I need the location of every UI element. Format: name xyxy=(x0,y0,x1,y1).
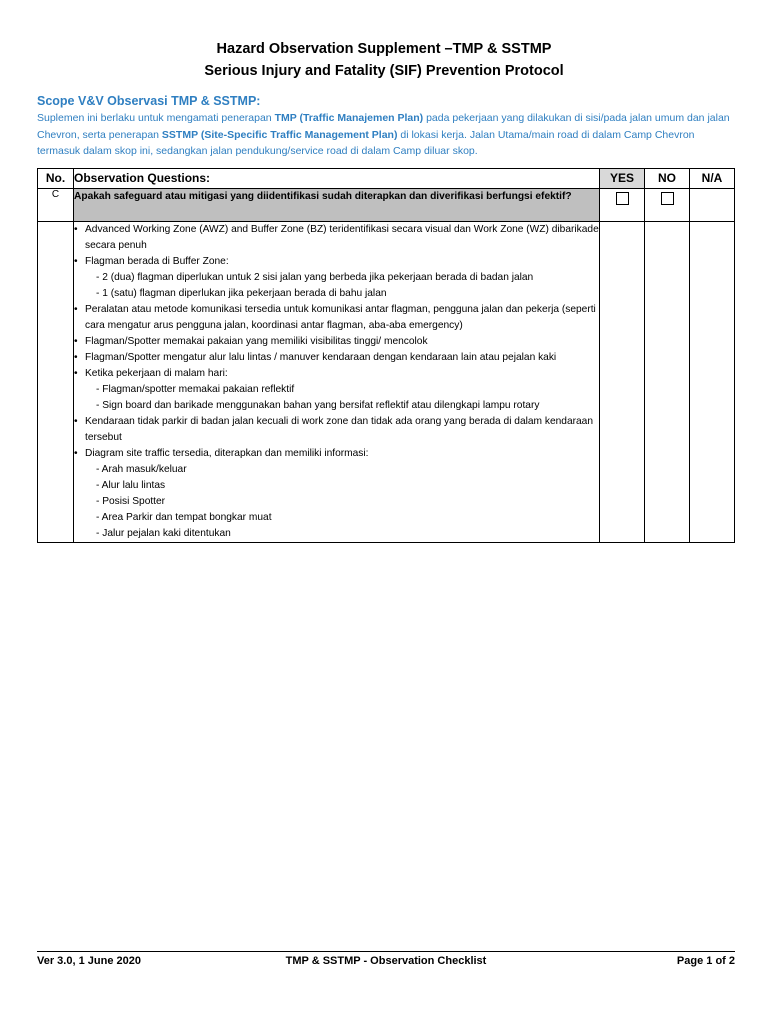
scope-heading: Scope V&V Observasi TMP & SSTMP: xyxy=(37,94,261,108)
scope-tmp-term: TMP (Traffic Manajemen Plan) xyxy=(274,112,424,124)
scope-text-part3: di lokasi kerja. Jalan Utama/main road di dalam Camp Chevron termasuk dalam skop ini, sedangkan jalan pendukung/service road di dalam Camp diluar skop. xyxy=(37,128,695,157)
list-item xyxy=(74,350,599,366)
criteria-list xyxy=(74,222,600,543)
list-item-text: Flagman berada di Buffer Zone: xyxy=(85,256,229,267)
list-item xyxy=(74,254,599,302)
scope-text-part2: pada pekerjaan yang dilakukan di sisi/pada jalan umum dan jalan Chevron, serta penerapan xyxy=(37,112,730,141)
bullet-icon: • xyxy=(74,336,78,347)
sub-item: - 1 (satu) flagman diperlukan jika pekerjaan berada di bahu jalan xyxy=(96,288,387,299)
page-footer xyxy=(37,951,735,972)
list-item xyxy=(74,366,599,414)
footer-page-number: Page 1 of 2 xyxy=(676,955,735,967)
document-subtitle: Serious Injury and Fatality (SIF) Prevention Protocol xyxy=(204,63,564,79)
header-no: No. xyxy=(38,169,74,189)
list-item-text: Peralatan atau metode komunikasi tersedia untuk komunikasi antar flagman, pengguna jalan dan pekerja (seperti cara mengatur arus pengguna jalan, koordinasi antar flagman, aba-aba emergency) xyxy=(85,304,596,331)
list-item xyxy=(74,222,599,254)
sub-item: - Arah masuk/keluar xyxy=(96,464,187,475)
details-no-cell-answer xyxy=(645,222,690,543)
question-text: Apakah safeguard atau mitigasi yang diidentifikasi sudah diterapkan dan diverifikasi berfungsi efektif? xyxy=(74,189,600,222)
list-item-text: Diagram site traffic tersedia, diterapkan dan memiliki informasi: xyxy=(85,448,369,459)
no-checkbox[interactable] xyxy=(661,192,674,205)
details-no-cell xyxy=(38,222,74,543)
table-row xyxy=(38,189,735,222)
footer-document-name: TMP & SSTMP - Observation Checklist xyxy=(285,955,487,967)
sub-item: - Alur lalu lintas xyxy=(96,480,166,491)
observation-checklist-table xyxy=(37,168,735,543)
list-item-text: Kendaraan tidak parkir di badan jalan kecuali di work zone dan tidak ada orang yang berada di dalam kendaraan tersebut xyxy=(85,416,594,443)
yes-checkbox[interactable] xyxy=(616,192,629,205)
sub-item: - Jalur pejalan kaki ditentukan xyxy=(96,528,231,539)
table-header-row xyxy=(38,169,735,189)
na-cell xyxy=(690,189,735,222)
no-cell xyxy=(645,189,690,222)
bullet-icon: • xyxy=(74,416,78,427)
yes-cell xyxy=(600,189,645,222)
list-item xyxy=(74,446,599,542)
bullet-icon: • xyxy=(74,224,78,235)
sub-item: - Flagman/spotter memakai pakaian reflektif xyxy=(96,384,295,395)
scope-sstmp-term: SSTMP (Site-Specific Traffic Management Plan) xyxy=(161,128,398,141)
header-no-answer: NO xyxy=(645,169,690,189)
bullet-icon: • xyxy=(74,256,78,267)
document-title: Hazard Observation Supplement –TMP & SSTMP xyxy=(216,41,552,57)
sub-item: - 2 (dua) flagman diperlukan untuk 2 sisi jalan yang berbeda jika pekerjaan berada di badan jalan xyxy=(96,272,534,283)
bullet-icon: • xyxy=(74,304,78,315)
list-item-text: Flagman/Spotter memakai pakaian yang memiliki visibilitas tinggi/ mencolok xyxy=(85,336,428,347)
list-item xyxy=(74,334,599,350)
details-yes-cell xyxy=(600,222,645,543)
list-item-text: Flagman/Spotter mengatur alur lalu lintas / manuver kendaraan dengan kendaraan lain atau pejalan kaki xyxy=(85,352,557,363)
list-item-text: Advanced Working Zone (AWZ) and Buffer Zone (BZ) teridentifikasi secara visual dan Work Zone (WZ) dibarikade secara penuh xyxy=(85,224,599,251)
header-observation-questions: Observation Questions: xyxy=(74,169,600,189)
sub-item: - Sign board dan barikade menggunakan bahan yang bersifat reflektif atau dilengkapi lampu rotary xyxy=(96,400,540,411)
scope-text-part1: Suplemen ini berlaku untuk mengamati penerapan xyxy=(37,112,275,124)
bullet-icon: • xyxy=(74,368,78,379)
list-item xyxy=(74,302,599,334)
scope-description xyxy=(37,110,737,160)
header-na: N/A xyxy=(690,169,735,189)
footer-version: Ver 3.0, 1 June 2020 xyxy=(37,955,141,967)
bullet-icon: • xyxy=(74,448,78,459)
sub-item: - Area Parkir dan tempat bongkar muat xyxy=(96,512,272,523)
details-na-cell xyxy=(690,222,735,543)
table-row-details xyxy=(38,222,735,543)
row-number: C xyxy=(38,189,74,222)
sub-item: - Posisi Spotter xyxy=(96,496,166,507)
header-yes: YES xyxy=(600,169,645,189)
list-item-text: Ketika pekerjaan di malam hari: xyxy=(85,368,228,379)
bullet-icon: • xyxy=(74,352,78,363)
list-item xyxy=(74,414,599,446)
